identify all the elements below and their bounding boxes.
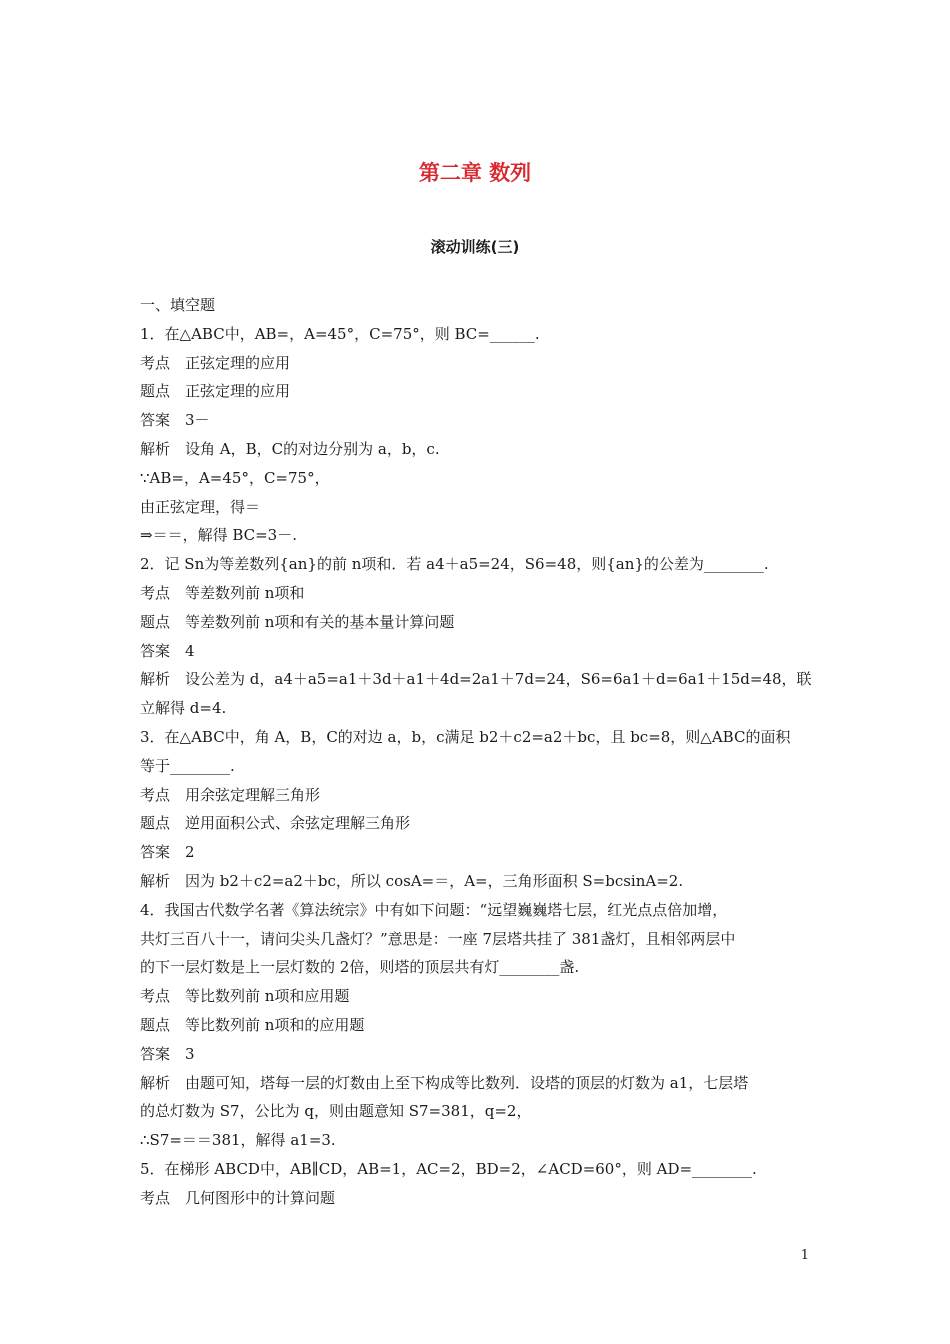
q5-topic: 考点 几何图形中的计算问题 xyxy=(140,1188,336,1207)
q4-analysis: 解析 由题可知，塔每一层的灯数由上至下构成等比数列．设塔的顶层的灯数为 a1，七层塔 xyxy=(140,1073,749,1092)
q1-analysis-line: 由正弦定理，得＝ xyxy=(140,497,261,516)
q2-analysis: 解析 设公差为 d，a4＋a5=a1＋3d＋a1＋4d=2a1＋7d=24，S6=6a1＋d=6a1＋15d=48，联 xyxy=(140,670,812,689)
q1-analysis: 解析 设角 A，B，C的对边分别为 a，b，c. xyxy=(140,439,440,458)
q4-analysis-line: ∴S7=＝＝381，解得 a1=3. xyxy=(140,1131,336,1150)
q1-subtopic: 题点 正弦定理的应用 xyxy=(140,382,291,401)
q4-topic: 考点 等比数列前 n项和应用题 xyxy=(140,987,350,1006)
q3-topic: 考点 用余弦定理解三角形 xyxy=(140,785,321,804)
section-heading: 一、填空题 xyxy=(140,296,216,314)
question-4-cont: 共灯三百八十一，请问尖头几盏灯？”意思是：一座 7层塔共挂了 381盏灯，且相邻两层中 xyxy=(140,929,736,948)
q1-topic: 考点 正弦定理的应用 xyxy=(140,353,291,372)
q1-analysis-line: ⇒＝＝，解得 BC=3－. xyxy=(140,526,297,545)
question-3-cont: 等于________. xyxy=(140,756,235,775)
question-5: 5．在梯形 ABCD中，AB∥CD，AB=1，AC=2，BD=2，∠ACD=60°，则 AD=________. xyxy=(140,1159,757,1178)
question-4: 4．我国古代数学名著《算法统宗》中有如下问题：“远望巍巍塔七层，红光点点倍加增， xyxy=(140,900,728,919)
q1-answer: 答案 3－ xyxy=(140,411,210,430)
section-subtitle: 滚动训练(三) xyxy=(430,238,520,256)
q2-subtopic: 题点 等差数列前 n项和有关的基本量计算问题 xyxy=(140,612,455,631)
q2-answer: 答案 4 xyxy=(140,641,195,660)
document-body xyxy=(140,291,812,1213)
q4-analysis-line: 的总灯数为 S7，公比为 q，则由题意知 S7=381，q=2， xyxy=(140,1102,532,1121)
q3-answer: 答案 2 xyxy=(140,843,195,862)
question-2: 2．记 Sn为等差数列{an}的前 n项和．若 a4＋a5=24，S6=48，则{an}的公差为________. xyxy=(140,555,769,574)
q1-analysis-line: ∵AB=，A=45°，C=75°， xyxy=(140,468,330,487)
q3-analysis: 解析 因为 b2＋c2=a2＋bc，所以 cosA=＝，A=，三角形面积 S=bcsinA=2. xyxy=(140,871,684,890)
q4-answer: 答案 3 xyxy=(140,1044,195,1063)
q2-topic: 考点 等差数列前 n项和 xyxy=(140,583,305,602)
question-3: 3．在△ABC中，角 A，B，C的对边 a，b，c满足 b2＋c2=a2＋bc，且 bc=8，则△ABC的面积 xyxy=(140,727,791,746)
question-4-cont: 的下一层灯数是上一层灯数的 2倍，则塔的顶层共有灯________盏. xyxy=(140,958,580,977)
question-1: 1．在△ABC中，AB=，A=45°，C=75°，则 BC=______. xyxy=(140,324,540,343)
q2-analysis-line: 立解得 d=4. xyxy=(140,699,227,718)
page-title: 第二章 数列 xyxy=(418,161,532,185)
q4-subtopic: 题点 等比数列前 n项和的应用题 xyxy=(140,1015,365,1034)
page-number: 1 xyxy=(800,1248,809,1263)
q3-subtopic: 题点 逆用面积公式、余弦定理解三角形 xyxy=(140,814,411,833)
